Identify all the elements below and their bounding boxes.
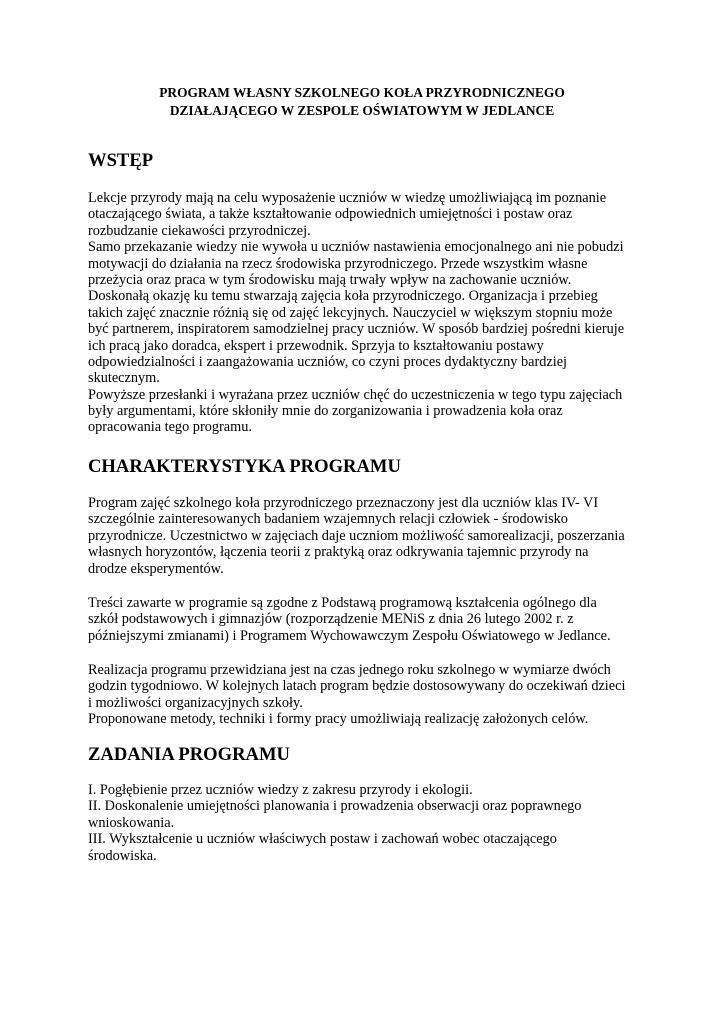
section-heading-wstep: WSTĘP: [88, 150, 154, 171]
text-line: Lekcje przyrody mają na celu wyposażenie uczniów w wiedzę umożliwiającą im poznanie: [88, 190, 607, 206]
text-line: ich pracą jako doradca, ekspert i przewodnik. Sprzyja to kształtowaniu postawy: [88, 337, 544, 354]
text-line: środowiska.: [88, 847, 157, 864]
text-line: Proponowane metody, techniki i formy pracy umożliwiają realizację założonych celów.: [88, 711, 589, 728]
text-line: Samo przekazanie wiedzy nie wywoła u uczniów nastawienia emocjonalnego ani nie pobudzi: [88, 239, 624, 256]
text-line: szkół podstawowych i gimnazjów (rozporządzenie MENiS z dnia 26 lutego 2002 r. z: [88, 611, 574, 628]
text-line: były argumentami, które skłoniły mnie do zorganizowania i prowadzenia koła oraz: [88, 403, 563, 420]
text-line: być partnerem, inspiratorem samodzielnej pracy uczniów. W sposób bardziej pośredni kieruje: [88, 321, 625, 338]
text-line: motywacji do działania na rzecz środowiska przyrodniczego. Przede wszystkim własne: [88, 255, 588, 272]
text-line: takich zajęć znacznie różnią się od zajęć lekcyjnych. Nauczyciel w większym stopniu może: [88, 304, 613, 321]
text-line: odpowiedzialności i zaangażowania uczniów, co czyni proces dydaktyczny bardziej: [88, 353, 568, 370]
text-line: szczególnie zainteresowanych badaniem wzajemnych relacji człowiek - środowisko: [88, 511, 568, 528]
title-line-2: DZIAŁAJĄCEGO W ZESPOLE OŚWIATOWYM W JEDLANCE: [169, 103, 555, 118]
text-line: wnioskowania.: [88, 814, 175, 831]
text-line: Doskonałą okazję ku temu stwarzają zajęcia koła przyrodniczego. Organizacja i przebieg: [88, 288, 598, 305]
charakterystyka-paragraph-2: [88, 595, 648, 644]
text-line: własnych horyzontów, łączenia teorii z praktyką oraz odkrywania tajemnic przyrody na: [88, 544, 589, 561]
text-line: Treści zawarte w programie są zgodne z Podstawą programową kształcenia ogólnego dla: [88, 595, 597, 611]
text-line: godzin tygodniowo. W kolejnych latach program będzie dostosowywany do oczekiwań dzieci: [88, 678, 626, 695]
list-item: I. Pogłębienie przez uczniów wiedzy z zakresu przyrody i ekologii.: [88, 782, 473, 798]
text-line: Program zajęć szkolnego koła przyrodniczego przeznaczony jest dla uczniów klas IV- VI: [88, 495, 599, 511]
title-line-1: PROGRAM WŁASNY SZKOLNEGO KOŁA PRZYRODNICZNEGO: [159, 85, 565, 100]
text-line: otaczającego świata, a także kształtowanie odpowiednich umiejętności i postaw oraz: [88, 206, 573, 223]
text-line: drodze eksperymentów.: [88, 560, 224, 577]
list-item: III. Wykształcenie u uczniów właściwych postaw i zachowań wobec otaczającego: [88, 831, 557, 848]
wstep-paragraph: [88, 190, 648, 436]
document-title: [88, 84, 636, 120]
text-line: przyrodnicze. Uczestnictwo w zajęciach daje uczniom możliwość samorealizacji, poszerzania: [88, 527, 625, 544]
text-line: rozbudzanie ciekawości przyrodniczej.: [88, 222, 311, 239]
section-heading-zadania: ZADANIA PROGRAMU: [88, 744, 290, 765]
text-line: późniejszymi zmianami) i Programem Wychowawczym Zespołu Oświatowego w Jedlance.: [88, 627, 611, 644]
text-line: Realizacja programu przewidziana jest na czas jednego roku szkolnego w wymiarze dwóch: [88, 662, 611, 678]
section-heading-charakterystyka: CHARAKTERYSTYKA PROGRAMU: [88, 456, 401, 477]
text-line: opracowania tego programu.: [88, 419, 252, 436]
zadania-list: [88, 782, 648, 864]
text-line: skutecznym.: [88, 370, 160, 387]
charakterystyka-paragraph-3: [88, 662, 648, 728]
text-line: i możliwości organizacyjnych szkoły.: [88, 694, 303, 711]
text-line: Powyższe przesłanki i wyrażana przez uczniów chęć do uczestniczenia w tego typu zajęciach: [88, 386, 623, 403]
text-line: przeżycia oraz praca w tym środowisku mają trwały wpływ na zachowanie uczniów.: [88, 271, 572, 288]
list-item: II. Doskonalenie umiejętności planowania i prowadzenia obserwacji oraz poprawnego: [88, 798, 582, 815]
charakterystyka-paragraph-1: [88, 495, 648, 577]
